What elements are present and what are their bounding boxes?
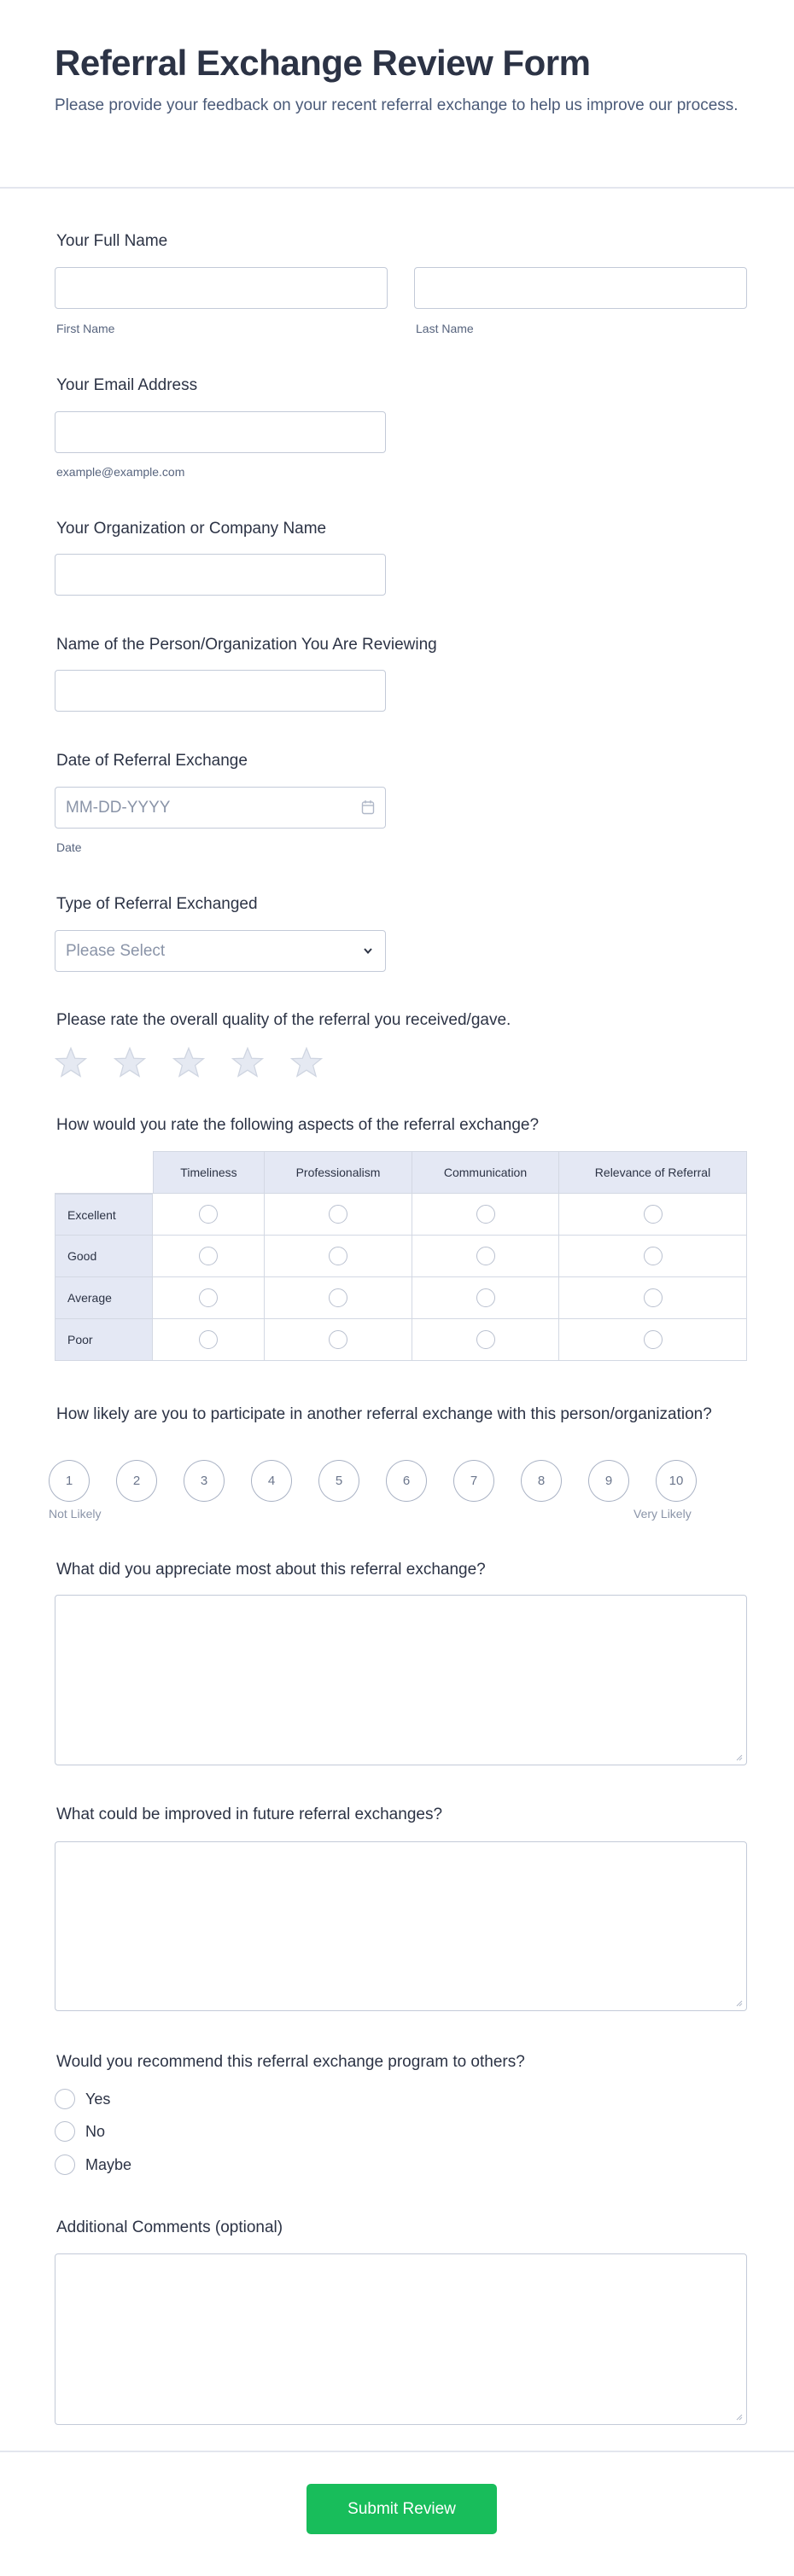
email-label: Your Email Address [56, 376, 198, 394]
matrix-radio[interactable] [476, 1288, 495, 1307]
matrix-radio[interactable] [644, 1288, 663, 1307]
referral-type-select[interactable] [55, 930, 386, 972]
scale-option[interactable]: 1 [49, 1460, 90, 1502]
matrix-column-header: Relevance of Referral [559, 1151, 747, 1194]
comments-label: Additional Comments (optional) [56, 2218, 283, 2236]
calendar-icon[interactable] [361, 800, 375, 815]
star-icon[interactable] [55, 1046, 87, 1079]
email-input[interactable] [55, 411, 386, 453]
likelihood-label: How likely are you to participate in another referral exchange with this person/organization? [56, 1405, 712, 1423]
matrix-row-label: Average [55, 1277, 153, 1319]
scale-option[interactable]: 7 [453, 1460, 494, 1502]
reviewee-input[interactable] [55, 670, 386, 712]
matrix-radio[interactable] [199, 1330, 218, 1349]
star-icon[interactable] [231, 1046, 264, 1079]
radio-button[interactable] [55, 2154, 75, 2175]
scale-option[interactable]: 6 [386, 1460, 427, 1502]
referral-type-label: Type of Referral Exchanged [56, 895, 258, 913]
matrix-radio[interactable] [199, 1205, 218, 1224]
matrix-row [55, 1277, 747, 1319]
matrix-radio[interactable] [644, 1330, 663, 1349]
last-name-sublabel: Last Name [416, 322, 474, 335]
scale-option[interactable]: 2 [116, 1460, 157, 1502]
last-name-input[interactable] [414, 267, 747, 309]
comments-textarea[interactable] [55, 2253, 747, 2425]
scale-option[interactable]: 10 [656, 1460, 697, 1502]
resize-handle-icon[interactable] [736, 2414, 743, 2421]
radio-button[interactable] [55, 2121, 75, 2142]
matrix-radio[interactable] [329, 1247, 347, 1265]
matrix-radio[interactable] [476, 1205, 495, 1224]
matrix-radio[interactable] [644, 1247, 663, 1265]
referral-type-placeholder: Please Select [66, 942, 166, 960]
recommend-option-maybe[interactable] [55, 2154, 131, 2175]
first-name-sublabel: First Name [56, 322, 115, 335]
organization-label: Your Organization or Company Name [56, 520, 327, 538]
reviewee-label: Name of the Person/Organization You Are Reviewing [56, 636, 437, 654]
matrix-label: How would you rate the following aspects of the referral exchange? [56, 1116, 540, 1134]
header-divider [0, 187, 794, 189]
improvements-label: What could be improved in future referral exchanges? [56, 1806, 443, 1823]
chevron-down-icon [363, 947, 373, 955]
matrix-row [55, 1319, 747, 1361]
appreciated-label: What did you appreciate most about this referral exchange? [56, 1561, 486, 1579]
date-input[interactable] [55, 787, 386, 829]
date-placeholder: MM-DD-YYYY [66, 799, 171, 817]
likelihood-scale [49, 1460, 697, 1502]
matrix-column-header: Professionalism [265, 1151, 412, 1194]
matrix-radio[interactable] [329, 1330, 347, 1349]
improvements-textarea[interactable] [55, 1841, 747, 2011]
star-rating [55, 1046, 323, 1079]
recommend-option-no[interactable] [55, 2121, 105, 2142]
scale-max-label: Very Likely [633, 1507, 692, 1521]
star-rating-label: Please rate the overall quality of the referral you received/gave. [56, 1011, 511, 1029]
option-label: Yes [85, 2090, 111, 2108]
scale-option[interactable]: 4 [251, 1460, 292, 1502]
matrix-column-header: Timeliness [153, 1151, 265, 1194]
submit-button[interactable]: Submit Review [307, 2484, 497, 2534]
form-title: Referral Exchange Review Form [55, 43, 591, 83]
matrix-radio[interactable] [329, 1288, 347, 1307]
matrix-row-label: Good [55, 1236, 153, 1277]
scale-option[interactable]: 9 [588, 1460, 629, 1502]
full-name-label: Your Full Name [56, 232, 168, 250]
star-icon[interactable] [290, 1046, 323, 1079]
matrix-radio[interactable] [329, 1205, 347, 1224]
matrix-radio[interactable] [476, 1330, 495, 1349]
star-icon[interactable] [172, 1046, 205, 1079]
recommend-label: Would you recommend this referral exchange program to others? [56, 2053, 525, 2071]
option-label: No [85, 2122, 106, 2140]
date-sublabel: Date [56, 840, 82, 854]
organization-input[interactable] [55, 554, 386, 596]
matrix-corner [55, 1151, 153, 1194]
recommend-option-yes[interactable] [55, 2089, 110, 2109]
matrix-row [55, 1194, 747, 1236]
matrix-radio[interactable] [199, 1288, 218, 1307]
scale-min-label: Not Likely [49, 1507, 102, 1521]
matrix-row [55, 1236, 747, 1277]
resize-handle-icon[interactable] [736, 2000, 743, 2007]
date-label: Date of Referral Exchange [56, 752, 248, 770]
matrix-column-header: Communication [412, 1151, 559, 1194]
form-subtitle: Please provide your feedback on your recent referral exchange to help us improve our process. [55, 96, 739, 114]
first-name-input[interactable] [55, 267, 388, 309]
option-label: Maybe [85, 2155, 132, 2173]
star-icon[interactable] [114, 1046, 146, 1079]
matrix-row-label: Excellent [55, 1194, 153, 1236]
scale-option[interactable]: 3 [184, 1460, 225, 1502]
rating-matrix [55, 1151, 747, 1361]
matrix-radio[interactable] [199, 1247, 218, 1265]
matrix-row-label: Poor [55, 1319, 153, 1361]
footer-divider [0, 2451, 794, 2452]
scale-option[interactable]: 5 [318, 1460, 359, 1502]
scale-option[interactable]: 8 [521, 1460, 562, 1502]
resize-handle-icon[interactable] [736, 1754, 743, 1761]
appreciated-textarea[interactable] [55, 1595, 747, 1765]
matrix-radio[interactable] [644, 1205, 663, 1224]
email-sublabel: example@example.com [56, 465, 185, 479]
matrix-radio[interactable] [476, 1247, 495, 1265]
radio-button[interactable] [55, 2089, 75, 2109]
